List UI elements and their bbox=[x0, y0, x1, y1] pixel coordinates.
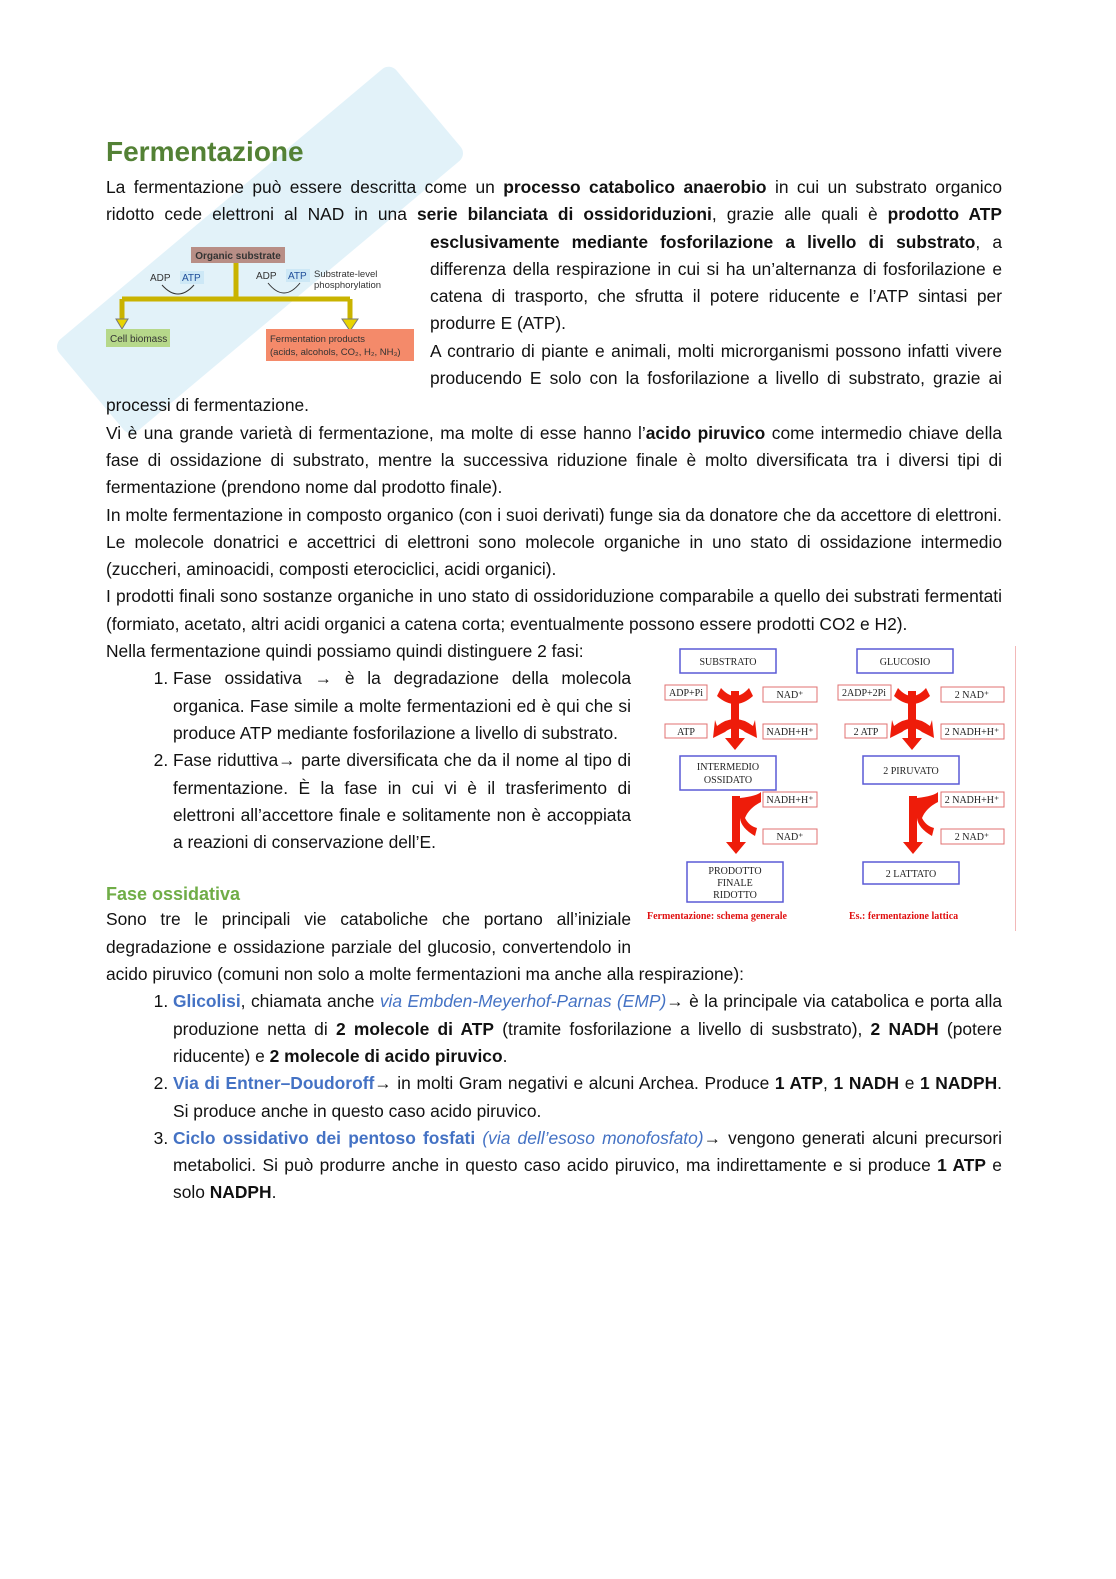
diagram-box-label: 2 LATTATO bbox=[885, 869, 937, 881]
text: La fermentazione può essere descritta come un bbox=[106, 177, 504, 197]
paragraph-3 bbox=[106, 420, 1002, 502]
diagram-label: 2 NAD⁺ bbox=[954, 832, 990, 844]
paragraph-4: In molte fermentazione in composto organico (con i suoi derivati) funge sia da donatore che da accettore di elettroni. Le molecole donatrici e accettrici di elettroni sono molecole organiche in uno stato di ossidazione intermedio (zuccheri, aminoacidi, composti eterociclici, acidi organici). bbox=[106, 504, 1002, 580]
text: → in molti Gram negativi e alcuni Archea. Produce bbox=[374, 1073, 775, 1094]
italic-text: via Embden-Meyerhof-Parnas (EMP) bbox=[379, 991, 667, 1012]
pathway-name: Via di Entner–Doudoroff bbox=[173, 1073, 375, 1094]
bold-text: acido piruvico bbox=[645, 422, 766, 443]
diagram-box-label: INTERMEDIO bbox=[696, 762, 760, 774]
figure-label: Fermentation products bbox=[270, 333, 366, 345]
diagram-label: NAD⁺ bbox=[776, 690, 804, 702]
list-item: 2. Fase riduttiva→ parte diversificata che da il nome al tipo di fermentazione. È la fase in cui vi è il trasferimento di elettroni all’accettore finale e solitamente non è accoppiata a reazioni di conservazione dell’E. bbox=[173, 747, 1002, 856]
figure-label: Organic substrate bbox=[195, 250, 281, 262]
pathways-list bbox=[106, 988, 1002, 1206]
diagram-caption: Es.: fermentazione lattica bbox=[849, 911, 959, 923]
text: , bbox=[823, 1073, 834, 1094]
diagram-label: 2 NADH+H⁺ bbox=[944, 727, 1000, 739]
document-page bbox=[106, 134, 1002, 1207]
page-title: Fermentazione bbox=[106, 136, 304, 167]
figure-label: ATP bbox=[182, 272, 201, 284]
figure-label: ADP bbox=[150, 272, 171, 284]
diagram-box-label: GLUCOSIO bbox=[879, 657, 931, 669]
text: essere prodotti CO2 e H2). bbox=[699, 613, 908, 634]
text: , a differenza della respirazione in cui si ha un’alternanza di fosforilazione e catena di trasporto, che sfrutta il potere riducente e l’ATP sintasi per produrre E (ATP). bbox=[430, 231, 1002, 334]
diagram-box-label: SUBSTRATO bbox=[699, 657, 757, 669]
text: Vi è una grande varietà di fermentazione, ma molte di esse hanno l’ bbox=[106, 422, 646, 443]
text: I prodotti finali sono sostanze organiche in uno stato di ossidoriduzione comparabile a quello dei substrati fermentati (formiato, acetato, altri acidi organici a catena corta; eventualmente possono bbox=[106, 586, 1002, 634]
list-item: 1. Fase ossidativa → è la degradazione della molecola organica. Fase simile a molte fermentazioni ed è qui che si produce ATP mediante fosforilazione a livello di substrato. bbox=[173, 665, 1002, 747]
fermentation-overview-figure bbox=[106, 229, 416, 379]
paragraph-7: Sono tre le principali vie cataboliche che portano all’iniziale degradazione e ossidazione parziale del glucosio, convertendolo in acido piruvico (comuni non solo a molte fermentazioni ma anche alla respirazione): bbox=[106, 909, 744, 985]
text: . bbox=[271, 1182, 277, 1203]
text: (tramite fosforilazione a livello di susbstrato), bbox=[494, 1018, 871, 1039]
paragraph-6: Nella fermentazione quindi possiamo quindi distinguere 2 fasi: bbox=[106, 641, 584, 662]
text: → è la principale via catabolica e porta alla produzione netta di bbox=[173, 991, 1002, 1039]
list-item bbox=[173, 988, 1002, 1070]
diagram-label: 2 ATP bbox=[853, 727, 879, 739]
figure-label: Cell biomass bbox=[110, 333, 168, 345]
text: , grazie alle quali è bbox=[711, 204, 888, 225]
figure-label: (acids, alcohols, CO₂, H₂, NH₃) bbox=[270, 346, 401, 358]
diagram-label: NADH+H⁺ bbox=[766, 795, 814, 807]
figure-label: Substrate-level bbox=[314, 268, 378, 280]
bold-text: 2 molecole di acido piruvico bbox=[269, 1045, 503, 1066]
figure-label: ATP bbox=[288, 270, 307, 282]
diagram-label: 2ADP+2Pi bbox=[842, 688, 886, 700]
text: → vengono generati alcuni precursori metabolici. Si può produrre anche in questo caso acido piruvico, ma indirettamente e si produce bbox=[173, 1127, 1003, 1176]
text: , chiamata anche bbox=[240, 991, 380, 1012]
paragraph-2: A contrario di piante e animali, molti microrganismi possono infatti vivere producendo E solo con la fosforilazione a livello di substrato, grazie ai processi di fermentazione. bbox=[106, 340, 1002, 416]
diagram-label: ATP bbox=[677, 727, 695, 739]
bold-text: 1 ATP bbox=[774, 1073, 824, 1094]
figure-label: ADP bbox=[256, 270, 277, 282]
diagram-label: 2 NADH+H⁺ bbox=[944, 795, 1000, 807]
diagram-box-label: PRODOTTO bbox=[708, 866, 762, 878]
bold-text: 2 molecole di ATP bbox=[335, 1018, 494, 1039]
bold-text: NADPH bbox=[209, 1182, 272, 1203]
bold-text: prodotto ATP esclusivamente mediante fosforilazione a livello di substrato bbox=[430, 204, 1003, 252]
figure-label: phosphorylation bbox=[314, 279, 382, 291]
bold-text: 2 NADH bbox=[870, 1018, 939, 1039]
diagram-caption: Fermentazione: schema generale bbox=[647, 911, 787, 923]
section-heading: Fase ossidativa bbox=[106, 884, 241, 905]
text: . Si produce anche in questo caso acido piruvico. bbox=[173, 1073, 1002, 1121]
diagram-box-label: OSSIDATO bbox=[703, 775, 753, 787]
diagram-label: NADH+H⁺ bbox=[766, 727, 814, 739]
bold-text: serie bilanciata di ossidoriduzioni bbox=[416, 204, 712, 225]
italic-text: (via dell’esoso monofosfato) bbox=[475, 1127, 704, 1148]
bold-text: processo catabolico anaerobio bbox=[503, 177, 767, 197]
text: e bbox=[899, 1073, 920, 1094]
bold-text: 1 NADPH bbox=[920, 1073, 998, 1094]
diagram-box-label: FINALE bbox=[717, 878, 753, 890]
paragraph-intro bbox=[106, 174, 1003, 358]
text: . bbox=[502, 1045, 508, 1066]
fermentation-scheme-figure bbox=[645, 646, 1016, 931]
bold-text: 1 NADH bbox=[833, 1073, 900, 1094]
diagram-box-label: RIDOTTO bbox=[713, 890, 757, 902]
text: in cui un substrato organico ridotto cede elettroni al NAD in una bbox=[106, 177, 1002, 225]
pathway-name: Glicolisi bbox=[173, 991, 241, 1012]
list-item bbox=[173, 1070, 1002, 1125]
bold-text: 1 ATP bbox=[937, 1155, 986, 1176]
diagram-label: NAD⁺ bbox=[776, 832, 804, 844]
text: come intermedio chiave della fase di ossidazione di substrato, mentre la successiva riduzione finale è molto diversificata tra i diversi tipi di fermentazione (prendono nome dal prodotto finale). bbox=[106, 422, 1002, 498]
list-item bbox=[173, 1125, 1002, 1207]
diagram-label: ADP+Pi bbox=[669, 688, 703, 700]
pathway-name: Ciclo ossidativo dei pentoso fosfati bbox=[173, 1127, 476, 1148]
text: e solo bbox=[173, 1155, 1002, 1203]
diagram-label: 2 NAD⁺ bbox=[954, 690, 990, 702]
text: (potere riducente) e bbox=[173, 1018, 1003, 1066]
diagram-box-label: 2 PIRUVATO bbox=[883, 766, 939, 778]
